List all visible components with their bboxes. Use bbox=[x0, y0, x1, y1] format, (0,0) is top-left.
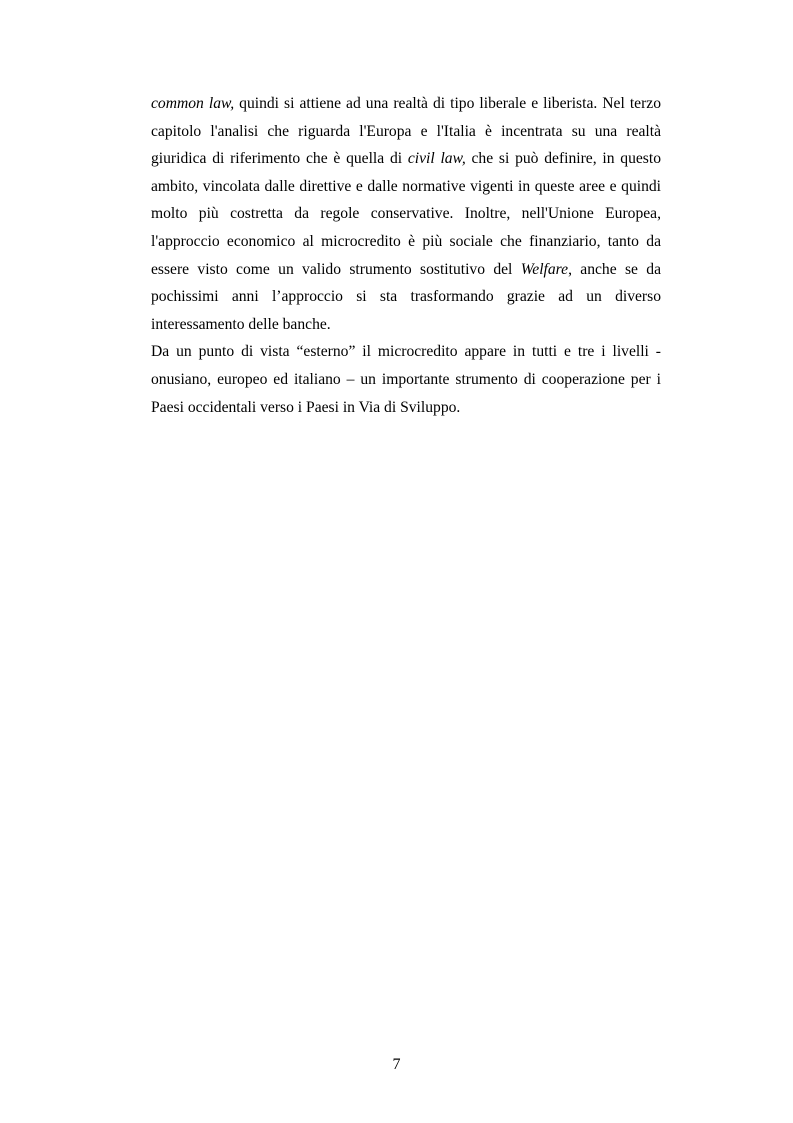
page-number: 7 bbox=[392, 1056, 401, 1073]
paragraph-2 bbox=[151, 338, 661, 421]
paragraph-1-text-a: quindi si attiene ad una realtà di tipo liberale e liberista. Nel terzo capitolo l'analisi che riguarda l'Europa e l'Italia è incentrata su una realtà giuridica di riferimento che è quella di bbox=[151, 95, 661, 168]
paragraph-2-text: Da un punto di vista “esterno” il microcredito appare in tutti e tre i livelli - onusiano, europeo ed italiano – un importante strumento di cooperazione per i Paesi occidentali verso i Paesi in Via di Sviluppo. bbox=[151, 343, 661, 416]
paragraph-1-text-c: , anche se da pochissimi anni l’approccio si sta trasformando grazie ad un diverso interessamento delle banche. bbox=[151, 260, 661, 333]
paragraph-1-text-b: che si può definire, in questo ambito, vincolata dalle direttive e dalle normative vigenti in queste aree e quindi molto più costretta da regole conservative. Inoltre, nell'Unione Europea, l'approccio economico al microcredito è più sociale che finanziario, tanto da essere visto come un valido strumento sostitutivo del bbox=[151, 150, 662, 278]
paragraph-1 bbox=[151, 90, 661, 338]
term-common-law: common law, bbox=[151, 95, 235, 112]
body-text bbox=[151, 90, 661, 421]
term-civil-law: civil law, bbox=[407, 150, 466, 168]
term-welfare: Welfare bbox=[520, 260, 569, 278]
